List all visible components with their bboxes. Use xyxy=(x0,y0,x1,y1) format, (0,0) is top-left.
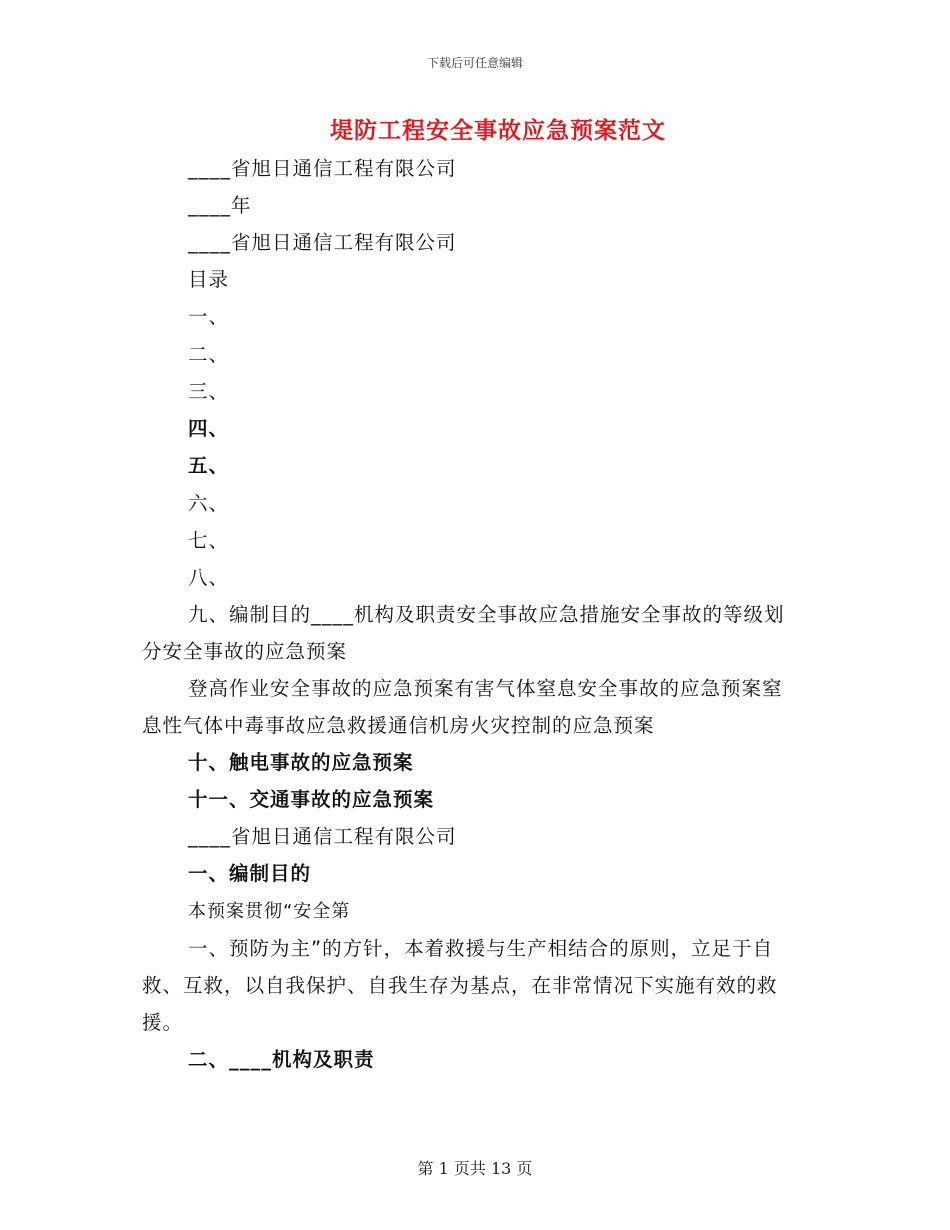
toc-heading: 目录 xyxy=(188,268,230,291)
company-line-3: ____省旭日通信工程有限公司 xyxy=(188,825,457,848)
toc-item-7: 七、 xyxy=(188,529,230,552)
section-1-heading: 一、编制目的 xyxy=(188,862,312,885)
toc-item-9-continued: 登高作业安全事故的应急预案有害气体窒息安全事故的应急预案窒息性气体中毒事故应急救援通信机房火灾控制的应急预案 xyxy=(142,677,783,737)
toc-item-1: 一、 xyxy=(188,305,230,328)
toc-item-9: 九、编制目的____机构及职责安全事故应急措施安全事故的等级划分安全事故的应急预案 xyxy=(142,603,785,663)
year-line: ____年 xyxy=(188,194,252,217)
page-footer: 第 1 页共 13 页 xyxy=(417,1159,533,1178)
toc-item-2: 二、 xyxy=(188,343,230,366)
company-line-1: ____省旭日通信工程有限公司 xyxy=(188,157,457,180)
toc-item-6: 六、 xyxy=(188,492,230,515)
section-1-body: 一、预防为主”的方针，本着救援与生产相结合的原则，立足于自救、互救，以自我保护、自我生存为基点，在非常情况下实施有效的救援。 xyxy=(142,937,778,1034)
section-1-intro: 本预案贯彻“安全第 xyxy=(188,901,351,922)
section-2-heading: 二、____机构及职责 xyxy=(188,1048,375,1071)
company-line-2: ____省旭日通信工程有限公司 xyxy=(188,231,457,254)
toc-item-5: 五、 xyxy=(188,454,230,477)
header-note: 下载后可任意编辑 xyxy=(426,56,523,70)
toc-item-3: 三、 xyxy=(188,380,230,403)
toc-item-10: 十、触电事故的应急预案 xyxy=(188,751,414,774)
document-title: 堤防工程安全事故应急预案范文 xyxy=(330,117,666,144)
toc-item-11: 十一、交通事故的应急预案 xyxy=(188,788,435,811)
toc-item-4: 四、 xyxy=(188,417,230,440)
toc-item-8: 八、 xyxy=(188,566,230,589)
